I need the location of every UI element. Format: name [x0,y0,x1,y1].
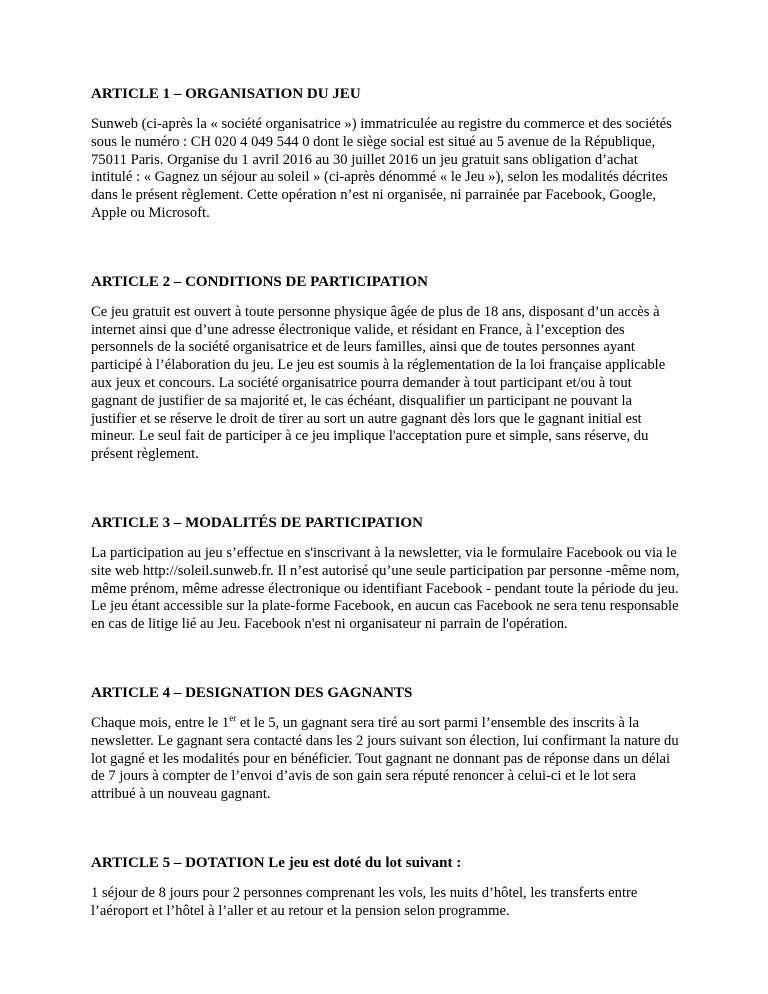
article-2-body: Ce jeu gratuit est ouvert à toute personne physique âgée de plus de 18 ans, disposant d’un accès à internet ainsi que d’une adresse électronique valide, et résidant en France, à l’exception des personnels de la société organisatrice et de leurs familles, ainsi que de toutes personnes ayant participé à l’élaboration du jeu. Le jeu est soumis à la réglementation de la loi française applicable aux jeux et concours. La société organisatrice pourra demander à tout participant et/ou à tout gagnant de justifier de sa majorité et, le cas échéant, disqualifier un participant ne pouvant la justifier et se réserve le droit de tirer au sort un autre gagnant dès lors que le gagnant initial est mineur. Le seul fait de participer à ce jeu implique l'acceptation pure et simple, sans réserve, du présent règlement. [91,303,666,463]
article-4-body-rest: et le 5, un gagnant sera tiré au sort parmi l’ensemble des inscrits à la newsletter. Le gagnant sera contacté dans les 2 jours suivant son élection, lui confirmant la nature du lot gagné et les modalités pour en bénéficier. Tout gagnant ne donnant pas de réponse dans un délai de 7 jours à compter de l’envoi d’avis de son gain sera réputé renoncer à celui-ci et le lot sera attribué à un nouveau gagnant. [91,714,679,803]
article-4-body [91,712,680,804]
article-5 [91,854,680,921]
article-1-body: Sunweb (ci-après la « société organisatrice ») immatriculée au registre du commerce et des sociétés sous le numéro : CH 020 4 049 544 0 dont le siège social est situé au 5 avenue de la République, 75011 Paris. Organise du 1 avril 2016 au 30 juillet 2016 un jeu gratuit sans obligation d’achat intitulé : « Gagnez un séjour au soleil » (ci-après dénommé « le Jeu »), selon les modalités décrites dans le présent règlement. Cette opération n’est ni organisée, ni parrainée par Facebook, Google, Apple ou Microsoft. [91,116,672,221]
article-4 [91,684,680,804]
article-2 [91,273,680,464]
article-5-heading: ARTICLE 5 – DOTATION Le jeu est doté du lot suivant : [91,854,462,871]
article-3 [91,514,680,634]
ordinal-superscript: er [229,712,237,723]
article-2-heading: ARTICLE 2 – CONDITIONS DE PARTICIPATION [91,273,428,290]
article-3-heading: ARTICLE 3 – MODALITÉS DE PARTICIPATION [91,514,423,531]
article-1 [91,85,680,223]
article-4-body-start: Chaque mois, entre le 1 [91,714,230,731]
article-5-body: 1 séjour de 8 jours pour 2 personnes comprenant les vols, les nuits d’hôtel, les transferts entre l’aéroport et l’hôtel à l’aller et au retour et la pension selon programme. [91,884,638,919]
article-1-heading: ARTICLE 1 – ORGANISATION DU JEU [91,86,361,102]
article-4-heading: ARTICLE 4 – DESIGNATION DES GAGNANTS [91,684,413,701]
article-3-body: La participation au jeu s’effectue en s'inscrivant à la newsletter, via le formulaire Facebook ou via le site web http://soleil.sunweb.fr. Il n’est autorisé qu’une seule participation par personne -même nom, même prénom, même adresse électronique ou identifiant Facebook - pendant toute la période du jeu. Le jeu étant accessible sur la plate-forme Facebook, en aucun cas Facebook ne sera tenu responsable en cas de litige lié au Jeu. Facebook n'est ni organisateur ni parrain de l'opération. [91,544,680,633]
